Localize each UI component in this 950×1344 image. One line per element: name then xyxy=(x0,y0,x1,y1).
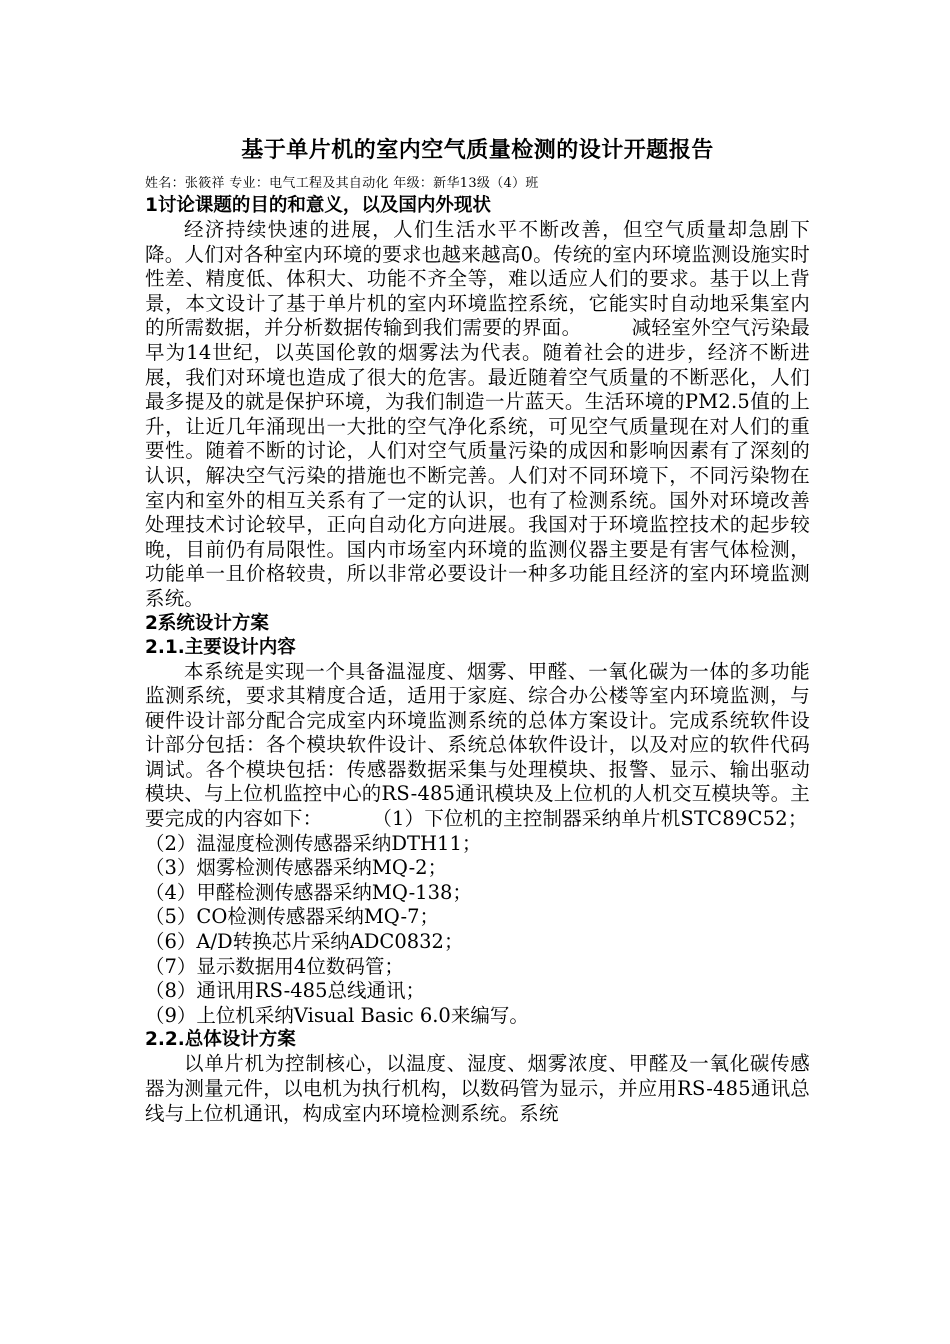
list-item: （1）下位机的主控制器采纳单片机STC89C52； xyxy=(372,807,808,831)
list-item: （4）甲醛检测传感器采纳MQ-138； xyxy=(145,880,472,904)
section-1-paragraph xyxy=(145,218,810,612)
section-2-1-paragraph xyxy=(145,660,810,832)
section-2-2-paragraph: 以单片机为控制核心，以温度、湿度、烟雾浓度、甲醛及一氧化碳传感器为测量元件，以电机为执行机构，以数码管为显示，并应用RS-485通讯总线与上位机通讯，构成室内环境检测系统。系统 xyxy=(145,1052,810,1125)
document-page xyxy=(145,136,810,1126)
list-item: （7）显示数据用4位数码管； xyxy=(145,954,404,978)
section-1-paragraph-a: 经济持续快速的进展，人们生活水平不断改善，但空气质量却急剧下降。人们对各种室内环境的要求也越来越高0。传统的室内环境监测设施实时性差、精度低、体积大、功能不齐全等，难以适应人们的要求。基于以上背景，本文设计了基于单片机的室内环境监控系统，它能实时自动地采集室内的所需数据，并分析数据传输到我们需要的界面。 xyxy=(145,218,810,340)
section-2-heading: 2系统设计方案 xyxy=(145,612,269,634)
list-item: （5）CO检测传感器采纳MQ-7； xyxy=(145,905,439,929)
list-item: （8）通讯用RS-485总线通讯； xyxy=(145,979,425,1003)
section-2-1-paragraph-text: 本系统是实现一个具备温湿度、烟雾、甲醛、一氧化碳为一体的多功能监测系统，要求其精度合适，适用于家庭、综合办公楼等室内环境监测，与硬件设计部分配合完成室内环境监测系统的总体方案设计。完成系统软件设计部分包括：各个模块软件设计、系统总体软件设计，以及对应的软件代码调试。各个模块包括：传感器数据采集与处理模块、报警、显示、输出驱动模块、与上位机监控中心的RS-485通讯模块及上位机的人机交互模块等。主要完成的内容如下： xyxy=(145,659,810,831)
document-title: 基于单片机的室内空气质量检测的设计开题报告 xyxy=(241,138,714,163)
section-2-2-heading: 2.2.总体设计方案 xyxy=(145,1029,296,1051)
section-1-heading: 1讨论课题的目的和意义，以及国内外现状 xyxy=(145,195,491,216)
list-item: （9）上位机采纳Visual Basic 6.0来编写。 xyxy=(145,1003,529,1027)
list-item: （2）温湿度检测传感器采纳DTH11； xyxy=(145,831,482,855)
author-info-line: 姓名：张筱祥 专业：电气工程及其自动化 年级：新华13级（4）班 xyxy=(145,176,539,191)
section-1-paragraph-b: 减轻室外空气污染最早为14世纪，以英国伦敦的烟雾法为代表。随着社会的进步，经济不断进展，我们对环境也造成了很大的危害。最近随着空气质量的不断恶化，人们最多提及的就是保护环境，为我们制造一片蓝天。生活环境的PM2.5值的上升，让近几年涌现出一大批的空气净化系统，可见空气质量现在对人们的重要性。随着不断的讨论，人们对空气质量污染的成因和影响因素有了深刻的认识，解决空气污染的措施也不断完善。人们对不同环境下，不同污染物在室内和室外的相互关系有了一定的认识，也有了检测系统。国外对环境改善处理技术讨论较早，正向自动化方向进展。我国对于环境监控技术的起步较晚，目前仍有局限性。国内市场室内环境的监测仪器主要是有害气体检测，功能单一且价格较贵，所以非常必要设计一种多功能且经济的室内环境监测系统。 xyxy=(145,316,810,610)
list-item: （3）烟雾检测传感器采纳MQ-2； xyxy=(145,856,448,880)
section-2-1-heading: 2.1.主要设计内容 xyxy=(145,636,296,658)
list-item: （6）A/D转换芯片采纳ADC0832； xyxy=(145,930,464,954)
